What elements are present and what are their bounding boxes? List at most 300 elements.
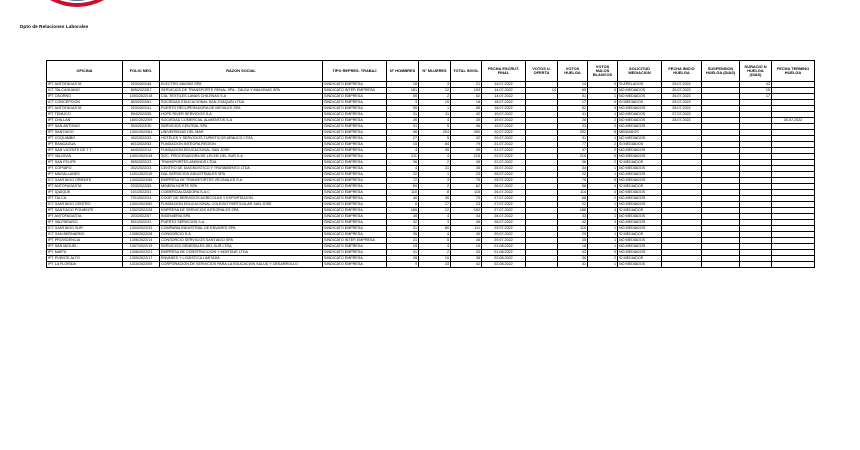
table-cell: 4 xyxy=(419,244,451,250)
table-cell: 1305/2022/28 xyxy=(123,232,160,238)
table-cell: NO MEDIADOS xyxy=(618,154,662,160)
table-cell: 01.08.2022 xyxy=(482,244,526,250)
table-cell: 3 xyxy=(387,100,419,106)
table-cell: 26.07.2022 xyxy=(482,184,526,190)
table-cell: 23 xyxy=(451,202,482,208)
table-cell: 505/2022/23 xyxy=(123,160,160,166)
table-cell: 62 xyxy=(451,184,482,190)
table-cell: 6 xyxy=(387,202,419,208)
table-cell: 2 xyxy=(419,160,451,166)
table-cell: 70 xyxy=(558,178,588,184)
table-cell: SINDICATO EMPRESA xyxy=(323,124,387,130)
table-cell: 3 xyxy=(419,82,451,88)
table-cell: 31 xyxy=(387,112,419,118)
table-cell: NO MEDIADOS xyxy=(618,106,662,112)
column-header: N° HOMBRES xyxy=(387,61,419,82)
table-cell: 21 xyxy=(451,82,482,88)
table-cell: 41 xyxy=(558,112,588,118)
table-cell: 40 xyxy=(387,196,419,202)
table-cell: CONSORCIO SERVICIOS SANTIAGO SPA xyxy=(160,238,323,244)
table-cell: 4 xyxy=(588,190,618,196)
table-cell: 215 xyxy=(451,154,482,160)
table-cell: 96 xyxy=(387,130,419,136)
column-header: FECHA INICIO HUELGA xyxy=(662,61,702,82)
table-cell: SINDICATO EMPRESA xyxy=(323,208,387,214)
table-cell: 42 xyxy=(451,262,482,268)
table-cell: 42 xyxy=(387,220,419,226)
table-cell: 15 xyxy=(419,100,451,106)
table-cell: SINDICATO EMPRESA xyxy=(323,184,387,190)
table-cell: SINDICATO EMPRESA xyxy=(323,172,387,178)
table-cell: ICT CONCEPCION xyxy=(47,100,123,106)
table-cell: 43 xyxy=(740,82,772,88)
table-cell: 31 xyxy=(419,166,451,172)
table-cell: 4 xyxy=(419,118,451,124)
table-cell: 22.07.2022 xyxy=(482,154,526,160)
table-cell: 203/2022/41 xyxy=(123,106,160,112)
table-cell: NO MEDIADOS xyxy=(618,202,662,208)
table-cell: 1401/2022/18 xyxy=(123,154,160,160)
table-cell: ICT SANTIAGO SUR xyxy=(47,226,123,232)
table-cell: 31 xyxy=(387,226,419,232)
direccion-del-trabajo-logo xyxy=(36,0,118,16)
table-cell: 18.07.2022 xyxy=(482,100,526,106)
table-cell: 402/2022/33 xyxy=(123,136,160,142)
table-cell: 0 xyxy=(588,100,618,106)
table-cell: SINDICATO EMPRESA xyxy=(323,136,387,142)
table-cell: 29.07.2022 xyxy=(482,226,526,232)
table-cell: 14 xyxy=(558,82,588,88)
table-cell: 10 xyxy=(526,88,558,94)
table-cell: SINDICATO EMPRESA xyxy=(323,100,387,106)
column-header: DURACIO N HUELGA (DIAS) xyxy=(740,61,772,82)
table-cell: 803/2022/81 xyxy=(123,100,160,106)
table-cell: 18.07.2022 xyxy=(482,106,526,112)
table-cell: SINDICATO EMPRESA xyxy=(323,106,387,112)
table-cell: 21.07.2022 xyxy=(482,142,526,148)
table-cell: TRANSPORTES ANDINOS LTDA xyxy=(160,160,323,166)
table-cell: 25.07.2022 xyxy=(482,166,526,172)
table-cell: HOPE RIVER SERVICIOS S.A xyxy=(160,112,323,118)
table-cell: 30.07.2022 xyxy=(772,118,815,124)
column-header: N° MUJERES xyxy=(419,61,451,82)
table-cell: SI MEDIADOS xyxy=(618,160,662,166)
table-cell: SI MEDIADOS xyxy=(618,256,662,262)
table-cell: 1 xyxy=(588,244,618,250)
table-cell: 3 xyxy=(419,178,451,184)
table-cell: 1 xyxy=(419,172,451,178)
table-cell: 5 xyxy=(588,178,618,184)
table-cell: 36 xyxy=(387,160,419,166)
table-cell: 1309/2022/17 xyxy=(123,256,160,262)
table-cell: EMPRESA DE SERVICIOS INTEGRALES SPA xyxy=(160,208,323,214)
table-cell: 55 xyxy=(387,106,419,112)
table-cell: 52 xyxy=(558,106,588,112)
table-cell: SINDICATO EMPRESA xyxy=(323,148,387,154)
column-header: TIPO REPRES. TRABAJ xyxy=(323,61,387,82)
table-cell: 4 xyxy=(419,232,451,238)
table-cell: 114 xyxy=(558,190,588,196)
table-cell: ICT SANTIAGO ORIENTE xyxy=(47,178,123,184)
table-cell: 35 xyxy=(451,166,482,172)
table-cell: 0 xyxy=(588,250,618,256)
table-cell: 30 xyxy=(419,196,451,202)
table-cell: SINDICATO EMPRESA xyxy=(323,244,387,250)
table-cell: 22 xyxy=(558,202,588,208)
column-header: RAZON SOCIAL xyxy=(160,61,323,82)
table-cell: 65 xyxy=(558,88,588,94)
table-cell: SOCIEDAD COMERCIAL ALIMENTOS S.A xyxy=(160,118,323,124)
table-cell: ENVASES Y LOGISTICA LIMITADA xyxy=(160,256,323,262)
column-header: TOTAL INVOL xyxy=(451,61,482,82)
table-cell: NO MEDIADOS xyxy=(618,220,662,226)
table-cell: 15 xyxy=(387,244,419,250)
table-cell: SINDICATO EMPRESA xyxy=(323,202,387,208)
table-cell: 5 xyxy=(419,238,451,244)
table-cell: 1310/2022/09 xyxy=(123,262,160,268)
table-cell: 3 xyxy=(419,220,451,226)
table-cell: 27.07.2022 xyxy=(482,196,526,202)
table-cell: 25.07.2022 xyxy=(662,88,702,94)
table-cell: 203/2022/57 xyxy=(123,214,160,220)
table-cell: NO MEDIADOS xyxy=(618,262,662,268)
table-cell: IPT TEMUCO xyxy=(47,112,123,118)
table-cell: 302/2022/23 xyxy=(123,166,160,172)
table-cell: 26.07.2022 xyxy=(482,190,526,196)
table-cell: NO MEDIADOS xyxy=(618,118,662,124)
table-cell: 19.07.2022 xyxy=(482,124,526,130)
table-cell: 26.07.2022 xyxy=(662,94,702,100)
table-cell: 292 xyxy=(558,130,588,136)
table-cell: IPT CHILLAN xyxy=(47,118,123,124)
table-cell: 28.07.2022 xyxy=(662,118,702,124)
table-cell: 77 xyxy=(558,142,588,148)
table-cell: 1304/2022/33 xyxy=(123,226,160,232)
table-cell: IPT LA FLORIDA xyxy=(47,262,123,268)
table-cell: 2 xyxy=(419,94,451,100)
table-cell: ICT TALCAHUANO xyxy=(47,88,123,94)
table-cell: 5 xyxy=(419,136,451,142)
table-cell: 4 xyxy=(387,166,419,172)
table-cell: 14.07.2022 xyxy=(482,88,526,94)
table-cell: 904/2022/55 xyxy=(123,112,160,118)
table-cell: 1 xyxy=(588,262,618,268)
table-cell: 31 xyxy=(558,136,588,142)
table-cell: 8 xyxy=(419,190,451,196)
table-cell: 33 xyxy=(419,262,451,268)
table-cell: 4 xyxy=(419,154,451,160)
table-cell: IPT PUENTE ALTO xyxy=(47,256,123,262)
table-cell: 25.07.2022 xyxy=(482,172,526,178)
table-cell: 805/2022/67 xyxy=(123,88,160,94)
table-cell: NO MEDIADOS xyxy=(618,250,662,256)
table-cell: SINDICATO EMPRESA xyxy=(323,250,387,256)
table-cell: 17 xyxy=(558,100,588,106)
table-cell: 22 xyxy=(387,172,419,178)
table-cell: SOCIEDAD EDUCACIONAL SAN JOAQUIN LTDA xyxy=(160,100,323,106)
table-cell: 110 xyxy=(558,226,588,232)
table-cell: 29.07.2022 xyxy=(482,238,526,244)
table-cell: 211 xyxy=(387,154,419,160)
table-cell: IPT SAN MIGUEL xyxy=(47,244,123,250)
table-cell: NO MEDIADOS xyxy=(618,88,662,94)
table-cell: SI MEDIADOS xyxy=(618,100,662,106)
table-cell: 72 xyxy=(387,178,419,184)
table-cell: IPT ANTOFAGASTA xyxy=(47,214,123,220)
table-cell: 23 xyxy=(451,172,482,178)
table-cell xyxy=(662,262,702,268)
table-cell: 64 xyxy=(419,142,451,148)
table-cell: NO MEDIADOS xyxy=(618,112,662,118)
table-cell: 15 xyxy=(387,142,419,148)
table-cell: 8 xyxy=(588,130,618,136)
table-cell: IPT ANTOFAGASTA xyxy=(47,82,123,88)
table-cell: 1302/2022/28 xyxy=(123,208,160,214)
table-cell: 75 xyxy=(451,178,482,184)
table-cell: FUNDACION INTEGRA REGION xyxy=(160,142,323,148)
table-cell: SI MEDIADOS xyxy=(618,208,662,214)
negotiations-table xyxy=(46,60,815,268)
table-cell: 1 xyxy=(588,214,618,220)
table-cell: 17 xyxy=(740,94,772,100)
table-cell: 0 xyxy=(588,82,618,88)
table-cell: 02.08.2022 xyxy=(482,256,526,262)
table-cell: NO MEDIADOS xyxy=(618,124,662,130)
table-cell: 1301/2022/61 xyxy=(123,130,160,136)
table-cell: IPT OSORNO xyxy=(47,94,123,100)
table-cell: 1 xyxy=(588,172,618,178)
table-cell: IPT COPIAPO xyxy=(47,166,123,172)
table-cell: SI APELADOS xyxy=(618,82,662,88)
table-cell: 28.07.2022 xyxy=(482,214,526,220)
table-cell: 1307/2022/19 xyxy=(123,244,160,250)
table-cell: 80 xyxy=(419,226,451,232)
table-cell: FUNDACION EDUCACIONAL COLEGIO PARTICULAR SAN JOSE xyxy=(160,202,323,208)
table-cell: 204 xyxy=(419,130,451,136)
table-cell: 1301/2022/62 xyxy=(123,202,160,208)
table-cell: MINERA NORTE SPA xyxy=(160,184,323,190)
table-cell: 34 xyxy=(451,214,482,220)
table-cell: 29.07.2022 xyxy=(482,232,526,238)
table-cell: 19.07.2022 xyxy=(482,118,526,124)
table-cell: COMERCIALIZADORA S.A.C xyxy=(160,190,323,196)
table-cell: 1 xyxy=(588,136,618,142)
table-cell: 1 xyxy=(588,166,618,172)
table-cell: SINDICATO EMPRESA xyxy=(323,232,387,238)
table-cell: 4 xyxy=(588,106,618,112)
table-cell: NO MEDIADOS xyxy=(618,172,662,178)
table-cell: 3 xyxy=(588,220,618,226)
table-cell: 28.07.2022 xyxy=(662,106,702,112)
table-cell: PUERTO RECUPERADORA DE METALES SPA xyxy=(160,106,323,112)
table-cell: PUERTO SERVICIOS S.A xyxy=(160,220,323,226)
table-cell: 41 xyxy=(387,250,419,256)
table-cell: 30 xyxy=(451,232,482,238)
table-cell: 1303/2022/55 xyxy=(123,178,160,184)
table-cell: 20.07.2022 xyxy=(482,130,526,136)
table-cell: 14.07.2022 xyxy=(482,94,526,100)
table-cell: 2 xyxy=(588,256,618,262)
table-cell: 41 xyxy=(558,262,588,268)
table-cell xyxy=(702,262,740,268)
table-cell: SINDICATO EMPRESA xyxy=(323,166,387,172)
table-cell: SINDICATO EMPRESA xyxy=(323,118,387,124)
table-cell: 18 xyxy=(387,82,419,88)
table-cell: 0 xyxy=(588,88,618,94)
table-cell: 26 xyxy=(387,118,419,124)
table-cell: 25.07.2022 xyxy=(482,178,526,184)
table-cell: 31 xyxy=(387,238,419,244)
table-cell: 101/2022/31 xyxy=(123,190,160,196)
column-header: VOTOS U. OFERTA xyxy=(526,61,558,82)
table-cell: SINDICATO EMPRESA xyxy=(323,262,387,268)
table-cell: 18 xyxy=(451,100,482,106)
table-cell: SINDICATO EMPRESA xyxy=(323,214,387,220)
table-cell: 38 xyxy=(451,160,482,166)
table-cell: 10 xyxy=(419,256,451,262)
table-cell: 3 xyxy=(588,124,618,130)
table-cell: IPT SANTIAGO PONIENTE xyxy=(47,208,123,214)
department-label: Dpto de Relaciones Laborales xyxy=(20,24,89,29)
column-header: SUSPENSION HUELGA (DIAS) xyxy=(702,61,740,82)
table-cell: IPT RANCAGUA xyxy=(47,142,123,148)
table-cell: 36 xyxy=(451,124,482,130)
table-cell: SERVICIOS GENERALES DEL SUR LTDA xyxy=(160,244,323,250)
column-header: VOTOS HUELGA xyxy=(558,61,588,82)
table-cell: NO MEDIADOS xyxy=(618,136,662,142)
table-cell: 1 xyxy=(588,94,618,100)
table-cell: 38 xyxy=(451,256,482,262)
table-cell: 70 xyxy=(451,196,482,202)
table-cell: SI MEDIADOS xyxy=(618,232,662,238)
table-cell: 42 xyxy=(558,220,588,226)
table-cell: 27 xyxy=(387,136,419,142)
header-row xyxy=(47,61,815,82)
table-cell: 193 xyxy=(451,88,482,94)
table-cell: 79 xyxy=(451,142,482,148)
table-cell: 1306/2022/14 xyxy=(123,238,160,244)
table-cell: 33 xyxy=(558,124,588,130)
table-cell: 22 xyxy=(558,172,588,178)
table-cell: 43 xyxy=(451,250,482,256)
table-cell: 27.07.2022 xyxy=(482,202,526,208)
table-cell: NO MEDIADOS xyxy=(618,244,662,250)
table-cell: 39 xyxy=(451,148,482,154)
table-cell: 18 xyxy=(558,244,588,250)
table-cell: IPT TALCA xyxy=(47,196,123,202)
table-cell: SI MEDIADOS xyxy=(618,142,662,148)
table-cell: 1 xyxy=(588,202,618,208)
table-cell: 5 xyxy=(419,124,451,130)
table-cell: SINDICATO INTER EMPRESA xyxy=(323,88,387,94)
table-cell: 1 xyxy=(588,238,618,244)
table-cell: IPT COQUIMBO xyxy=(47,136,123,142)
table-cell: 2 xyxy=(588,148,618,154)
table-cell: 28.07.2022 xyxy=(482,220,526,226)
table-cell: 36 xyxy=(451,238,482,244)
table-cell: DAL SERVICIOS INDUSTRIALES SPA xyxy=(160,172,323,178)
table-cell: CENTRO DE DIAGNOSTICO Y TRATAMIENTO LTDA xyxy=(160,166,323,172)
table-cell: 15 xyxy=(740,88,772,94)
table-cell: IPT PROVIDENCIA xyxy=(47,238,123,244)
table-cell: 31 xyxy=(387,124,419,130)
table-cell: NO MEDIADOS xyxy=(618,94,662,100)
table-cell: SOC. PROCESADORA DE LECHE DEL SUR S.A xyxy=(160,154,323,160)
column-header: OFICINA xyxy=(47,61,123,82)
table-cell: COMPAÑIA INDUSTRIAL DE ENVASES SPA xyxy=(160,226,323,232)
table-cell: 35 xyxy=(558,238,588,244)
table-cell: IPT MAGALLANES xyxy=(47,172,123,178)
table-cell: SINDICATO EMPRESA xyxy=(323,154,387,160)
table-cell: 26 xyxy=(387,232,419,238)
table-cell: 1308/2022/21 xyxy=(123,250,160,256)
logo-red-band xyxy=(40,0,114,7)
table-cell: 210 xyxy=(558,154,588,160)
table-cell xyxy=(772,262,815,268)
table-cell: NO MEDIADOS xyxy=(618,238,662,244)
table-cell: SINDICATO INTER EMPRESA xyxy=(323,238,387,244)
table-cell: SINDICATO EMPRESA xyxy=(323,226,387,232)
table-cell: CIA. TEXTILES LANAS CHILENAS S.A xyxy=(160,94,323,100)
table-cell: IPT SAN ANTONIO xyxy=(47,124,123,130)
table-cell: 29 xyxy=(558,232,588,238)
table-cell: EMPRESA DE CONSTRUCCION Y MONTAJE LTDA xyxy=(160,250,323,256)
table-cell: 2 xyxy=(419,184,451,190)
table-cell: 51 xyxy=(558,94,588,100)
table-cell: NO MEDIADOS xyxy=(618,214,662,220)
table-cell: 34 xyxy=(558,166,588,172)
column-header: VOTOS NULOS BLANCOS xyxy=(588,61,618,82)
table-cell: 1 xyxy=(588,232,618,238)
table-cell: EMPRESA DE TRANSPORTES VECINALES S.A xyxy=(160,178,323,184)
table-cell: 36 xyxy=(558,160,588,166)
table-cell: SINDICATO EMPRESA xyxy=(323,178,387,184)
table-cell: SI MEDIADOS xyxy=(618,184,662,190)
table-cell: 32 xyxy=(451,136,482,142)
table-cell: 503/2022/30 xyxy=(123,124,160,130)
column-header: SOLICITUD MEDIACION xyxy=(618,61,662,82)
table-cell: 27.07.2022 xyxy=(482,208,526,214)
table-cell: 604/2022/14 xyxy=(123,148,160,154)
table-cell: 203/2022/55 xyxy=(123,184,160,190)
table-cell: 180 xyxy=(387,208,419,214)
table-cell: FUNDACION EDUCACIONAL SAN JOSE xyxy=(160,148,323,154)
table-row xyxy=(47,262,815,268)
table-cell: UNIVERSIDAD DEL MAR xyxy=(160,130,323,136)
table-cell: IPT ANTOFAGASTA xyxy=(47,184,123,190)
table-cell: SINDICATO EMPRESA xyxy=(323,256,387,262)
table-cell: SINDICATO EMPRESA xyxy=(323,82,387,88)
table-cell: 30 xyxy=(451,118,482,124)
table-cell: 4 xyxy=(387,148,419,154)
table-cell: 36 xyxy=(558,256,588,262)
table-cell: 01.08.2022 xyxy=(482,250,526,256)
table-cell: 37 xyxy=(558,148,588,154)
table-cell: 35 xyxy=(419,148,451,154)
table-cell: 19.07.2022 xyxy=(482,112,526,118)
table-cell: 601/2022/53 xyxy=(123,142,160,148)
table-cell: CONSORCIO S.A xyxy=(160,232,323,238)
table-cell: SINDICATO EMPRESA xyxy=(323,196,387,202)
table-cell: 33 xyxy=(558,214,588,220)
table-cell: 19 xyxy=(451,244,482,250)
table-cell: 45 xyxy=(451,220,482,226)
table-cell: 5 xyxy=(588,154,618,160)
table-cell: IPT MAIPU xyxy=(47,250,123,256)
table-cell: 4 xyxy=(588,208,618,214)
table-cell: 188 xyxy=(558,208,588,214)
table-cell: SERVICIOS CENTRAL SPA xyxy=(160,124,323,130)
